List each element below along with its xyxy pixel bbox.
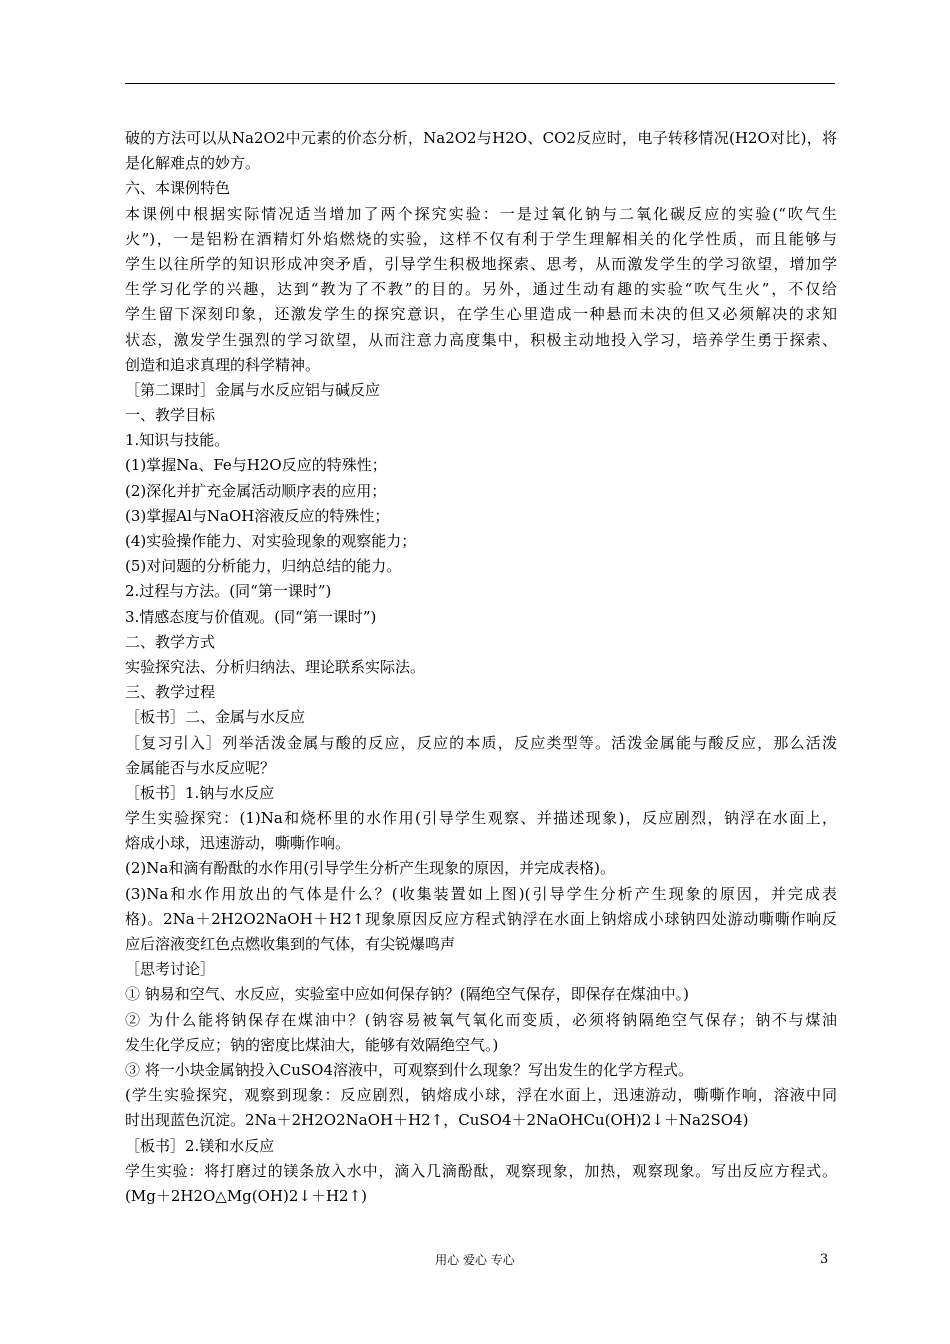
text-line: 破的方法可以从Na2O2中元素的价态分析，Na2O2与H2O、CO2反应时，电子转移情况(H2O对比)，将 xyxy=(125,129,837,147)
text-line: 3.情感态度与价值观。(同“第一课时”) xyxy=(125,607,377,626)
text-line: ② 为什么能将钠保存在煤油中？(钠容易被氧气氧化而变质，必须将钠隔绝空气保存；钠不与煤油 xyxy=(125,1010,837,1029)
text-line: (2)深化并扩充金属活动顺序表的应用； xyxy=(125,481,387,500)
text-line: 一、教学目标 xyxy=(125,406,216,425)
text-line: (3)Na和水作用放出的气体是什么？(收集装置如上图)(引导学生分析产生现象的原因，并完成表 xyxy=(125,884,837,903)
text-line: 2.过程与方法。(同“第一课时”) xyxy=(125,582,332,601)
text-line: (4)实验操作能力、对实验现象的观察能力； xyxy=(125,532,417,550)
text-line: ① 钠易和空气、水反应，实验室中应如何保存钠？(隔绝空气保存，即保存在煤油中。) xyxy=(125,985,689,1004)
text-line: ［思考讨论］ xyxy=(125,960,216,979)
text-line: 学生以往所学的知识形成冲突矛盾，引导学生积极地探索、思考，从而激发学生的学习欲望，增加学 xyxy=(125,254,837,273)
text-line: ［板书］2.镁和水反应 xyxy=(125,1136,275,1155)
text-line: 学生留下深刻印象，还激发学生的探究意识，在学生心里造成一种悬而未决的但又必须解决的求知 xyxy=(125,305,837,324)
text-line: 学生实验：将打磨过的镁条放入水中，滴入几滴酚酞，观察现象，加热，观察现象。写出反应方程式。 xyxy=(125,1161,837,1180)
text-line: 三、教学过程 xyxy=(125,683,216,702)
text-line: (学生实验探究，观察到现象：反应剧烈，钠熔成小球，浮在水面上，迅速游动，嘶嘶作响，溶液中同 xyxy=(125,1086,837,1105)
text-line: 是化解难点的妙方。 xyxy=(125,154,261,173)
text-line: 时出现蓝色沉淀。2Na＋2H2O2NaOH＋H2↑，CuSO4＋2NaOHCu(OH)2↓＋Na2SO4) xyxy=(125,1111,749,1130)
page-number: 3 xyxy=(820,1252,829,1267)
text-line: 实验探究法、分析归纳法、理论联系实际法。 xyxy=(125,657,426,676)
text-line: 生学习化学的兴趣，达到“教为了不教”的目的。另外，通过生动有趣的实验“吹气生火”，不仅给 xyxy=(125,280,837,299)
document-body xyxy=(125,126,837,1209)
text-line: (3)掌握Al与NaOH溶液反应的特殊性； xyxy=(125,506,390,525)
text-line: 火”)，一是铝粉在酒精灯外焰燃烧的实验，这样不仅有利于学生理解相关的化学性质，而且能够与 xyxy=(125,229,837,248)
text-line: 状态，激发学生强烈的学习欲望，从而注意力高度集中，积极主动地投入学习，培养学生勇于探索、 xyxy=(125,330,837,349)
text-line: 二、教学方式 xyxy=(125,632,216,651)
text-line: 金属能否与水反应呢？ xyxy=(125,758,276,777)
text-line: 学生实验探究：(1)Na和烧杯里的水作用(引导学生观察、并描述现象)，反应剧烈，钠浮在水面上， xyxy=(125,809,837,828)
text-line: ［板书］1.钠与水反应 xyxy=(125,783,275,802)
text-line: 六、本课例特色 xyxy=(125,179,231,198)
text-line: (5)对问题的分析能力，归纳总结的能力。 xyxy=(125,557,402,576)
text-line: ［复习引入］列举活泼金属与酸的反应，反应的本质，反应类型等。活泼金属能与酸反应，那么活泼 xyxy=(125,733,837,752)
footer-slogan: 用心 爱心 专心 xyxy=(435,1253,515,1267)
header-rule xyxy=(125,83,835,84)
text-line: 本课例中根据实际情况适当增加了两个探究实验：一是过氧化钠与二氧化碳反应的实验(“吹气生 xyxy=(125,204,837,223)
text-line: ［板书］二、金属与水反应 xyxy=(125,708,306,727)
text-line: (2)Na和滴有酚酞的水作用(引导学生分析产生现象的原因，并完成表格)。 xyxy=(125,859,616,878)
text-line: 应后溶液变红色点燃收集到的气体，有尖锐爆鸣声 xyxy=(125,935,456,953)
text-line: (1)掌握Na、Fe与H2O反应的特殊性； xyxy=(125,456,387,475)
text-line: ③ 将一小块金属钠投入CuSO4溶液中，可观察到什么现象？写出发生的化学方程式。 xyxy=(125,1060,694,1079)
text-line: 创造和追求真理的科学精神。 xyxy=(125,355,321,374)
text-line: 1.知识与技能。 xyxy=(125,431,230,450)
text-line: (Mg＋2H2O△Mg(OH)2↓＋H2↑) xyxy=(125,1186,368,1205)
text-line: 格)。2Na＋2H2O2NaOH＋H2↑现象原因反应方程式钠浮在水面上钠熔成小球钠四处游动嘶嘶作响反 xyxy=(125,909,837,928)
text-line: 发生化学反应；钠的密度比煤油大，能够有效隔绝空气。) xyxy=(125,1035,499,1054)
text-line: 熔成小球，迅速游动，嘶嘶作响。 xyxy=(125,834,351,853)
text-line: ［第二课时］金属与水反应铝与碱反应 xyxy=(125,380,381,399)
